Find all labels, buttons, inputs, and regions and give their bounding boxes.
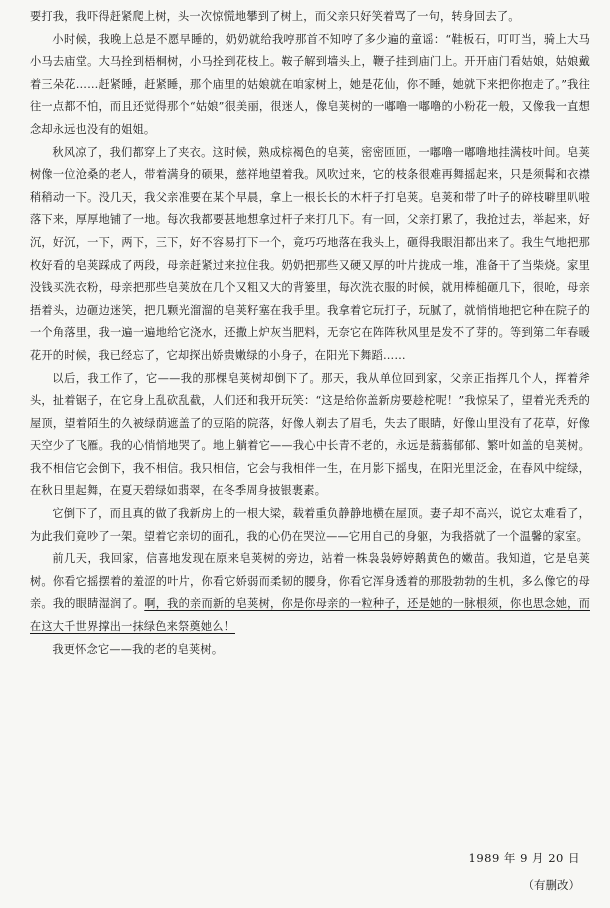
date-line: 1989 年 9 月 20 日 (468, 851, 580, 865)
paragraph-0: 要打我，我吓得赶紧爬上树，头一次惊慌地攀到了树上，而父亲只好笑着骂了一句，转身回去了。 (30, 10, 520, 23)
paragraph-1: 小时候，我晚上总是不愿早睡的，奶奶就给我哼那首不知哼了多少遍的童谣：“鞋板石，叮叮当，骑上大马小马去庙堂。大马拴到梧桐树，小马拴到花枝上。鞍子解到墙头上，鞭子挂到庙门上。开开庙门看姑娘，姑娘戴着三朵花……赶紧睡，赶紧睡，那个庙里的姑娘就在咱家树上，她是花仙，你不睡，她就下来把你抱走了。”我往往一点都不怕，而且还觉得那个“姑娘”很美丽，很迷人，像皂荚树的一嘟噜一嘟噜的小粉花一般，又像我一直想念却永远也没有的姐姐。 (30, 32, 590, 136)
paragraph-4: 它倒下了，而且真的做了我新房上的一根大梁，载着重负静静地横在屋顶。妻子却不高兴，说它太难看了，为此我们竟吵了一架。望着它亲切的面孔，我的心仍在哭泣——它用自己的身躯，为我搭就了一个温馨的家室。 (30, 507, 590, 543)
paragraph-6: 我更怀念它——我的老的皂荚树。 (52, 642, 224, 656)
paragraph-3: 以后，我工作了，它——我的那棵皂荚树却倒下了。那天，我从单位回到家，父亲正指挥几个人，挥着斧头，扯着锯子，在它身上乱砍乱截，人们还和我开玩笑：“这是给你盖新房要趁柁呢！”我惊呆了，望着光秃秃的屋顶，望着陌生的久被绿荫遮盖了的豆陷的院落，好像人剃去了眉毛，失去了眼睛，好像山里没有了花草，好像天空少了飞雁。我的心悄悄地哭了。地上躺着它——我心中长青不老的，永远是蓊蓊郁郁、繁叶如盖的皂荚树。我不相信它会倒下，我不相信。我只相信，它会与我相伴一生，在月影下摇曳，在阳光里泛金，在春风中绽绿，在秋日里起舞，在夏天碧绿如翡翠，在冬季周身披银裹素。 (30, 371, 590, 498)
paragraph-5-underlined: 啊，我的亲而新的皂荚树，你是你母亲的一粒种子，还是她的一脉根须，你也思念她，而在这大千世界撑出一抹绿色来祭奠她么！ (30, 597, 590, 634)
revision-note: （有删改） (522, 878, 580, 892)
document-page (30, 6, 590, 902)
paragraph-5-plain: 前几天，我回家，信喜地发现在原来皂荚树的旁边，站着一株袅袅婷婷鹅黄色的嫩苗。我知道，它是皂荚树。你看它摇摆着的羞涩的叶片，你看它娇弱而柔韧的腰身，你看它浑身透着的那股勃勃的生机，多么像它的母亲。我的眼睛湿润了。 (30, 552, 590, 611)
paragraph-2: 秋风凉了，我们都穿上了夹衣。这时候，熟成棕褐色的皂荚，密密匝匝，一嘟噜一嘟噜地挂满枝叶间。皂荚树像一位沧桑的老人，带着满身的硕果，慈祥地望着我。风吹过来，它的枝条很难再舞摇起来，只是须髯和衣襟稍稍动一下。没几天，我父亲准要在某个早晨，拿上一根长长的木杆子打皂荚。皂荚和带了叶子的碎枝噼里叭啦落下来，厚厚地铺了一地。每次我都要甚地想拿过杆子来打几下。有一回，父亲打累了，我抢过去，举起来，好沉，好沉，一下，两下，三下，好不容易打下一个，竟巧巧地落在我头上，砸得我眼泪都出来了。我生气地把那枚好看的皂荚踩成了两段，母亲赶紧过来拉住我。奶奶把那些又硬又厚的叶片拢成一堆，准备干了当柴烧。家里没钱买洗衣粉，母亲把那些皂荚放在几个又粗又大的背篓里，每次洗衣服的时候，就用棒槌砸几下，很呛，母亲捂着头，边砸边迷笑，把几颗光溜溜的皂荚籽塞在我手里。我拿着它玩打子，玩腻了，就悄悄地把它种在院子的一个角落里，我一遍一遍地给它浇水，还撒上炉灰当肥料，无奈它在阵阵秋风里是发不了芽的。等到第二年春暖花开的时候，我已经忘了，它却探出娇贵嫩绿的小身子，在阳光下舞蹈…… (30, 145, 590, 362)
paragraph-5 (30, 548, 590, 638)
